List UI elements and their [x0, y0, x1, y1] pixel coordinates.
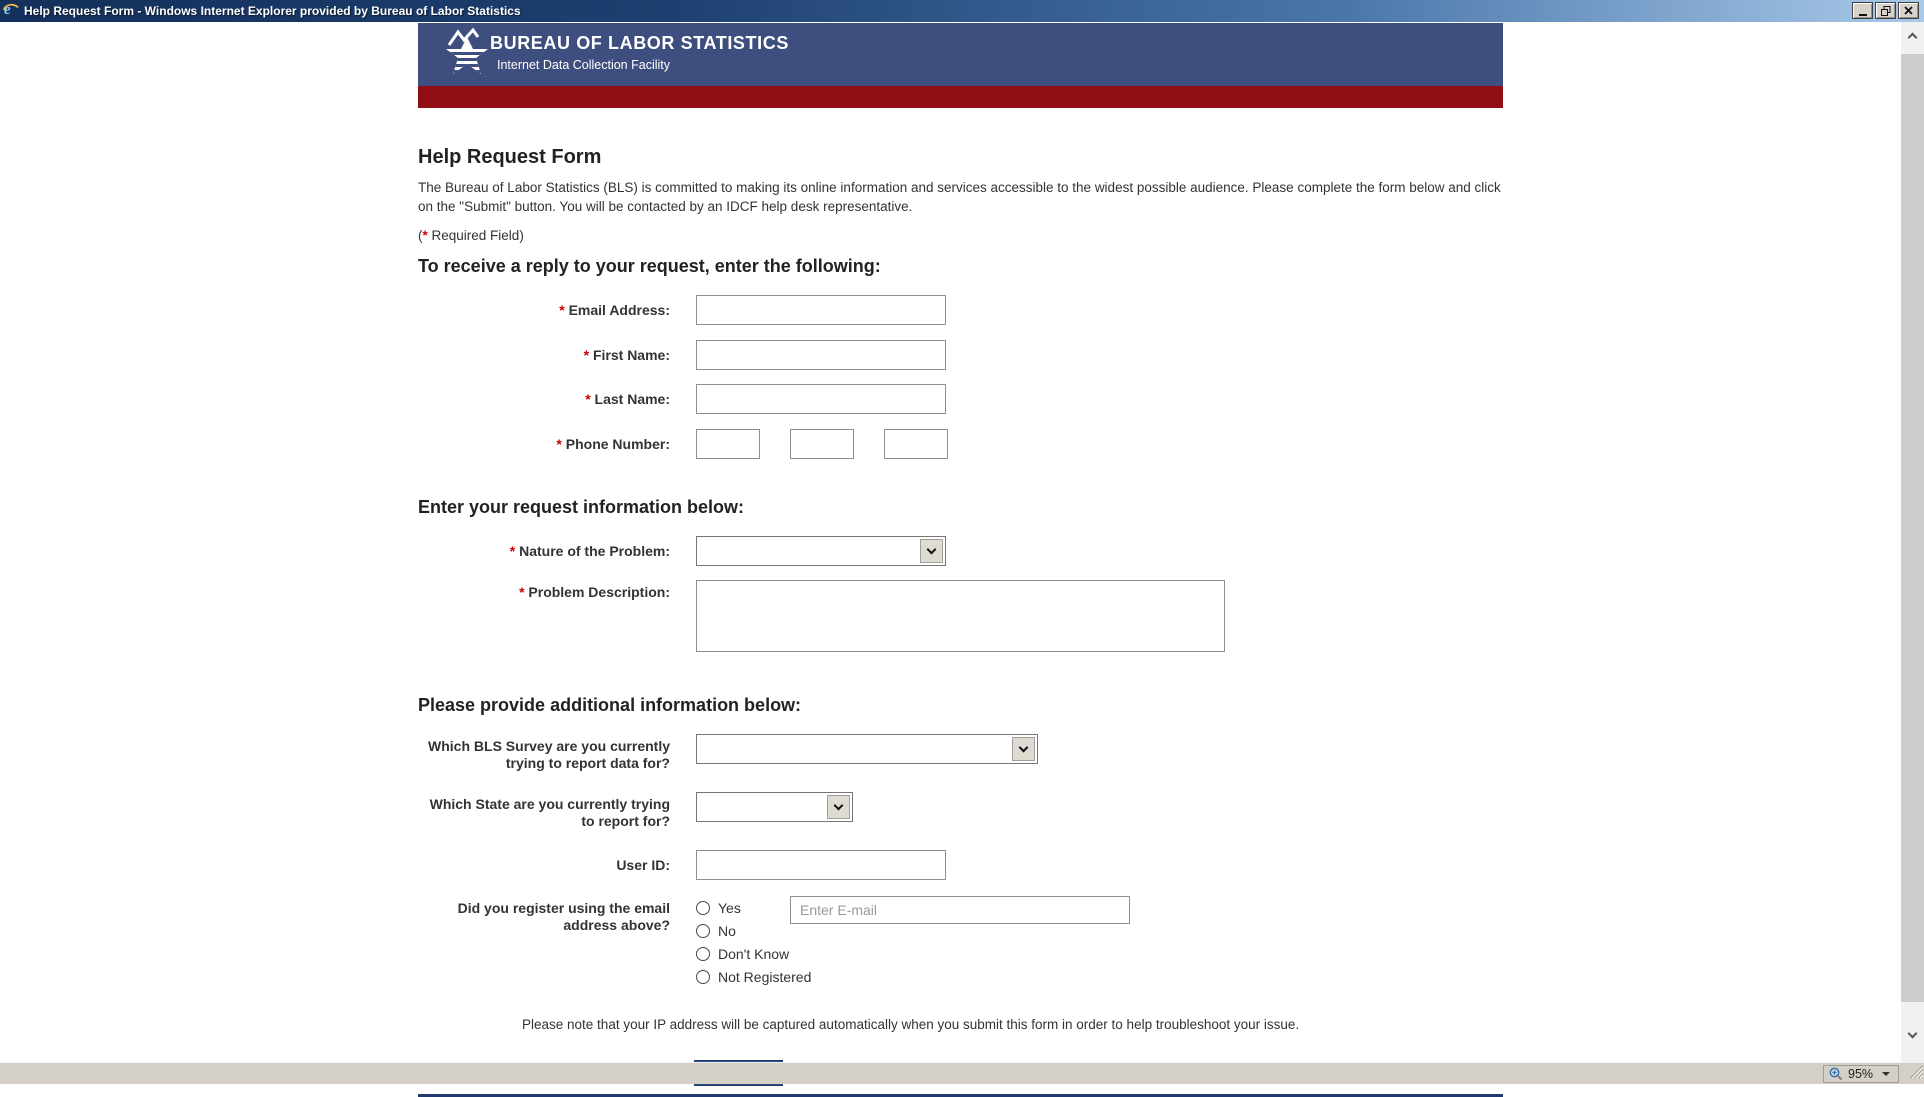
- zoom-control[interactable]: [1823, 1065, 1899, 1083]
- register-row: [418, 896, 1503, 988]
- required-asterisk: *: [509, 543, 516, 559]
- restore-button[interactable]: [1875, 2, 1896, 19]
- section-heading-additional: Please provide additional information below:: [418, 695, 802, 715]
- description-row: [418, 580, 1503, 657]
- org-subtitle: Internet Data Collection Facility: [497, 58, 670, 72]
- help-request-page: [418, 23, 1503, 1097]
- required-asterisk: *: [519, 584, 525, 600]
- nature-row: [418, 536, 1503, 566]
- phone-label: * Phone Number:: [556, 436, 670, 452]
- radio-label: No: [718, 922, 736, 939]
- browser-viewport: [0, 22, 1924, 1062]
- survey-select[interactable]: [696, 734, 1038, 764]
- scroll-down-button[interactable]: [1901, 1022, 1924, 1048]
- radio-icon[interactable]: [696, 924, 710, 938]
- phone-area-input[interactable]: [696, 429, 760, 459]
- phone-prefix-input[interactable]: [790, 429, 854, 459]
- first-name-label: * First Name:: [583, 347, 670, 363]
- bls-header: [418, 23, 1503, 86]
- userid-label: User ID:: [616, 857, 670, 873]
- email-row: [418, 295, 1503, 325]
- vertical-scrollbar[interactable]: [1901, 22, 1924, 1062]
- userid-row: [418, 850, 1503, 880]
- resize-grip[interactable]: [1908, 1063, 1923, 1083]
- nature-label: * Nature of the Problem:: [509, 543, 670, 559]
- zoom-level: 95%: [1848, 1067, 1874, 1081]
- ip-capture-note: Please note that your IP address will be captured automatically when you submit this form in order to help troubleshoot your issue.: [522, 1017, 1300, 1032]
- last-name-label: * Last Name:: [585, 391, 670, 407]
- last-name-input[interactable]: [696, 384, 946, 414]
- first-name-row: [418, 340, 1503, 370]
- intro-text: The Bureau of Labor Statistics (BLS) is committed to making its online information and services accessible to the widest possible audience. Please complete the form below and click on the "Submit" button. You will be contacted by an IDCF help desk representative.: [418, 180, 1501, 214]
- magnifier-icon: [1829, 1067, 1843, 1081]
- survey-row: [418, 734, 1503, 772]
- phone-line-input[interactable]: [884, 429, 948, 459]
- description-label: * Problem Description:: [519, 584, 670, 600]
- state-select[interactable]: [696, 792, 853, 822]
- caret-down-icon: [1882, 1072, 1890, 1076]
- register-option-dont-know[interactable]: [696, 942, 811, 965]
- section-heading-request: Enter your request information below:: [418, 497, 745, 517]
- email-input[interactable]: [696, 295, 946, 325]
- register-email-input[interactable]: [790, 896, 1130, 924]
- survey-label: Which BLS Survey are you currently trying to report data for?: [428, 738, 670, 771]
- chevron-down-icon: [827, 795, 850, 819]
- close-icon: [1904, 6, 1913, 15]
- scroll-up-button[interactable]: [1901, 22, 1924, 48]
- nature-select[interactable]: [696, 536, 946, 566]
- chevron-down-icon: [920, 539, 943, 563]
- section-heading-contact: To receive a reply to your request, enter the following:: [418, 256, 881, 276]
- restore-icon: [1881, 6, 1891, 16]
- scrollbar-thumb[interactable]: [1901, 54, 1924, 1002]
- ie-icon: [3, 1, 19, 22]
- window-title: Help Request Form - Windows Internet Explorer provided by Bureau of Labor Statistics: [24, 4, 521, 18]
- status-bar: [0, 1062, 1924, 1084]
- org-name: BUREAU OF LABOR STATISTICS: [490, 33, 789, 53]
- chevron-down-icon: [1908, 1028, 1918, 1038]
- chevron-up-icon: [1908, 32, 1918, 42]
- close-button[interactable]: [1898, 2, 1919, 19]
- minimize-button[interactable]: [1852, 2, 1873, 19]
- svg-text:e: e: [4, 1, 11, 18]
- red-stripe: [418, 86, 1503, 108]
- radio-label: Yes: [718, 899, 741, 916]
- page-title: Help Request Form: [418, 146, 602, 168]
- radio-icon[interactable]: [696, 901, 710, 915]
- state-row: [418, 792, 1503, 830]
- required-asterisk: *: [559, 302, 565, 318]
- register-option-not-registered[interactable]: [696, 965, 811, 988]
- phone-row: [418, 429, 1503, 459]
- bls-star-logo-icon: [442, 28, 492, 86]
- problem-description-textarea[interactable]: [696, 580, 1225, 652]
- required-asterisk: *: [556, 436, 562, 452]
- chevron-down-icon: [1012, 737, 1035, 761]
- window-titlebar: [0, 0, 1924, 22]
- first-name-input[interactable]: [696, 340, 946, 370]
- radio-label: Not Registered: [718, 968, 812, 985]
- radio-icon[interactable]: [696, 947, 710, 961]
- required-field-note: (* Required Field): [418, 228, 524, 243]
- last-name-row: [418, 384, 1503, 414]
- required-asterisk: *: [422, 228, 428, 243]
- email-label: * Email Address:: [559, 302, 670, 318]
- radio-icon[interactable]: [696, 970, 710, 984]
- required-asterisk: *: [585, 391, 591, 407]
- radio-label: Don't Know: [718, 945, 790, 962]
- required-asterisk: *: [583, 347, 590, 363]
- state-label: Which State are you currently trying to report for?: [429, 796, 670, 829]
- userid-input[interactable]: [696, 850, 946, 880]
- register-label: Did you register using the email address above?: [457, 900, 670, 933]
- minimize-icon: [1859, 14, 1867, 16]
